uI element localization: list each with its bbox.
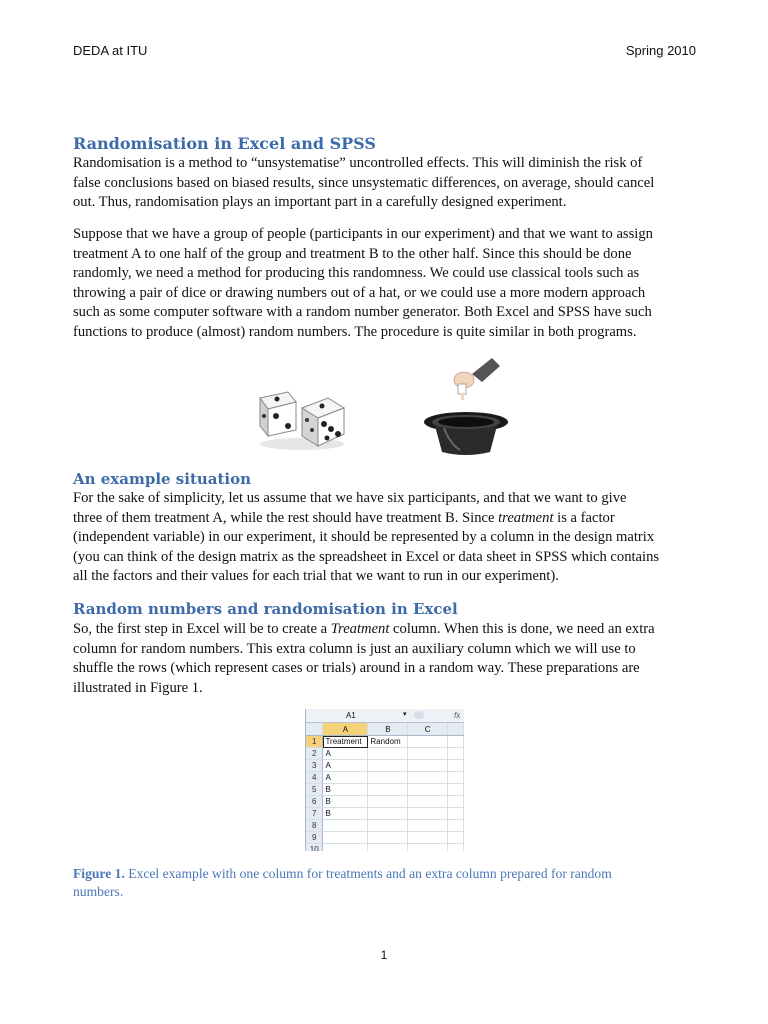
text-line bbox=[73, 620, 699, 640]
column-header-d bbox=[448, 723, 464, 736]
cell-b1: Random bbox=[368, 736, 408, 748]
paragraph-intro bbox=[73, 154, 699, 213]
die-right bbox=[302, 398, 344, 446]
cell bbox=[408, 772, 448, 784]
cell bbox=[368, 760, 408, 772]
cell: B bbox=[323, 796, 368, 808]
text-line: such as some computer software with a random number generator. Both Excel and SPSS have such bbox=[73, 304, 652, 321]
cell bbox=[368, 748, 408, 760]
text-line: randomly, we need a method for producing this randomness. We could use classical tools such as bbox=[73, 265, 640, 282]
column-header-a: A bbox=[323, 723, 368, 736]
cell bbox=[368, 808, 408, 820]
cell bbox=[368, 784, 408, 796]
text-line: false conclusions based on biased results, since unsystematic differences, on average, should cancel bbox=[73, 174, 655, 191]
cell bbox=[368, 844, 408, 852]
row-header: 4 bbox=[306, 772, 323, 784]
cell bbox=[368, 772, 408, 784]
formula-bar bbox=[306, 709, 464, 723]
cell: B bbox=[323, 808, 368, 820]
top-hat-image bbox=[420, 352, 520, 456]
cell bbox=[448, 820, 464, 832]
cell bbox=[408, 808, 448, 820]
emphasis-treatment-column: Treatment bbox=[330, 621, 390, 637]
cell bbox=[323, 820, 368, 832]
text-line: For the sake of simplicity, let us assume that we have six participants, and that we want to give bbox=[73, 490, 627, 506]
text-line: treatment A to one half of the group and treatment B to the other half. Since this should be done bbox=[73, 245, 632, 262]
cell bbox=[448, 760, 464, 772]
row-header: 6 bbox=[306, 796, 323, 808]
text-line: shuffle the rows (which represent cases or trials) around in a random way. These preparations are bbox=[73, 660, 640, 677]
table-row bbox=[306, 760, 464, 772]
cell: A bbox=[323, 772, 368, 784]
table-row bbox=[306, 784, 464, 796]
name-box: A1 bbox=[346, 711, 356, 720]
text-line: column for random numbers. This extra column is just an auxiliary column which we will use to bbox=[73, 640, 636, 657]
cell: B bbox=[323, 784, 368, 796]
cell bbox=[448, 808, 464, 820]
text-line bbox=[73, 865, 699, 883]
cell bbox=[448, 844, 464, 852]
table-row bbox=[306, 772, 464, 784]
header-left: DEDA at ITU bbox=[73, 43, 148, 58]
cell bbox=[448, 736, 464, 748]
text-line: (independent variable) in our experiment, it should be represented by a column in the design matrix bbox=[73, 529, 655, 546]
heading-random-numbers-excel: Random numbers and randomisation in Excel bbox=[73, 600, 458, 618]
cell bbox=[408, 748, 448, 760]
table-row bbox=[306, 832, 464, 844]
cell bbox=[323, 832, 368, 844]
hand-drawing-number bbox=[454, 358, 500, 400]
table-row bbox=[306, 820, 464, 832]
text-line: out. Thus, randomisation plays an important part in a carefully designed experiment. bbox=[73, 194, 567, 211]
fx-icon: fx bbox=[454, 711, 461, 720]
cell bbox=[368, 796, 408, 808]
text-run: So, the first step in Excel will be to create a bbox=[73, 621, 331, 637]
cell bbox=[323, 844, 368, 852]
text-line: numbers. bbox=[73, 884, 124, 899]
cell bbox=[368, 820, 408, 832]
select-all-corner bbox=[306, 723, 323, 736]
text-run: is a factor bbox=[553, 509, 615, 526]
die-left bbox=[260, 392, 296, 436]
text-line: (you can think of the design matrix as the spreadsheet in Excel or data sheet in SPSS which contains bbox=[73, 548, 660, 565]
paragraph-excel-step bbox=[73, 620, 699, 698]
heading-randomisation: Randomisation in Excel and SPSS bbox=[73, 134, 376, 153]
text-line bbox=[73, 509, 699, 529]
text-line: all the factors and their values for each trial that we want to run in our experiment). bbox=[73, 568, 559, 585]
cell bbox=[448, 832, 464, 844]
cell bbox=[408, 796, 448, 808]
cell bbox=[408, 844, 448, 852]
cell bbox=[368, 832, 408, 844]
header-right: Spring 2010 bbox=[625, 43, 696, 58]
cell: A bbox=[323, 748, 368, 760]
row-header: 1 bbox=[306, 736, 323, 748]
text-line: illustrated in Figure 1. bbox=[73, 679, 203, 696]
text-line: throwing a pair of dice or drawing numbers out of a hat, or we could use a more modern approach bbox=[73, 284, 646, 301]
excel-screenshot bbox=[305, 709, 464, 851]
chevron-down-icon: ▾ bbox=[403, 711, 407, 718]
formula-button-icon bbox=[414, 711, 424, 719]
table-row bbox=[306, 748, 464, 760]
text-line: Randomisation is a method to “unsystematise” uncontrolled effects. This will diminish the risk of bbox=[73, 155, 643, 171]
table-row bbox=[306, 796, 464, 808]
cell-a1: Treatment bbox=[323, 736, 368, 748]
row-header: 9 bbox=[306, 832, 323, 844]
table-row bbox=[306, 844, 464, 852]
text-run: three of them treatment A, while the rest should have treatment B. Since bbox=[73, 509, 499, 526]
text-line: functions to produce (almost) random numbers. The procedure is quite similar in both programs. bbox=[73, 323, 637, 340]
cell bbox=[448, 796, 464, 808]
row-header: 5 bbox=[306, 784, 323, 796]
cell bbox=[448, 772, 464, 784]
cell bbox=[408, 832, 448, 844]
row-header: 7 bbox=[306, 808, 323, 820]
cell bbox=[408, 820, 448, 832]
cell bbox=[448, 748, 464, 760]
cell bbox=[408, 784, 448, 796]
cell: A bbox=[323, 760, 368, 772]
row-header: 10 bbox=[306, 844, 323, 852]
text-line: Suppose that we have a group of people (participants in our experiment) and that we want to assign bbox=[73, 226, 653, 242]
row-header: 2 bbox=[306, 748, 323, 760]
text-run: column. When this is done, we need an extra bbox=[389, 621, 655, 637]
row-header: 8 bbox=[306, 820, 323, 832]
cell bbox=[408, 736, 448, 748]
column-header-b: B bbox=[368, 723, 408, 736]
text-run: Excel example with one column for treatments and an extra column prepared for random bbox=[124, 866, 612, 881]
column-header-c: C bbox=[408, 723, 448, 736]
emphasis-treatment: treatment bbox=[498, 509, 554, 526]
table-row bbox=[306, 736, 464, 748]
row-header: 3 bbox=[306, 760, 323, 772]
table-row bbox=[306, 808, 464, 820]
dice-image bbox=[252, 382, 348, 452]
heading-example-situation: An example situation bbox=[73, 470, 252, 488]
cell-grid bbox=[306, 723, 464, 851]
cell bbox=[448, 784, 464, 796]
figure-caption bbox=[73, 865, 699, 901]
paragraph-example bbox=[73, 489, 699, 587]
paragraph-suppose bbox=[73, 225, 699, 343]
figure-label: Figure 1. bbox=[73, 866, 125, 881]
page-number: 1 bbox=[380, 948, 388, 962]
cell bbox=[408, 760, 448, 772]
